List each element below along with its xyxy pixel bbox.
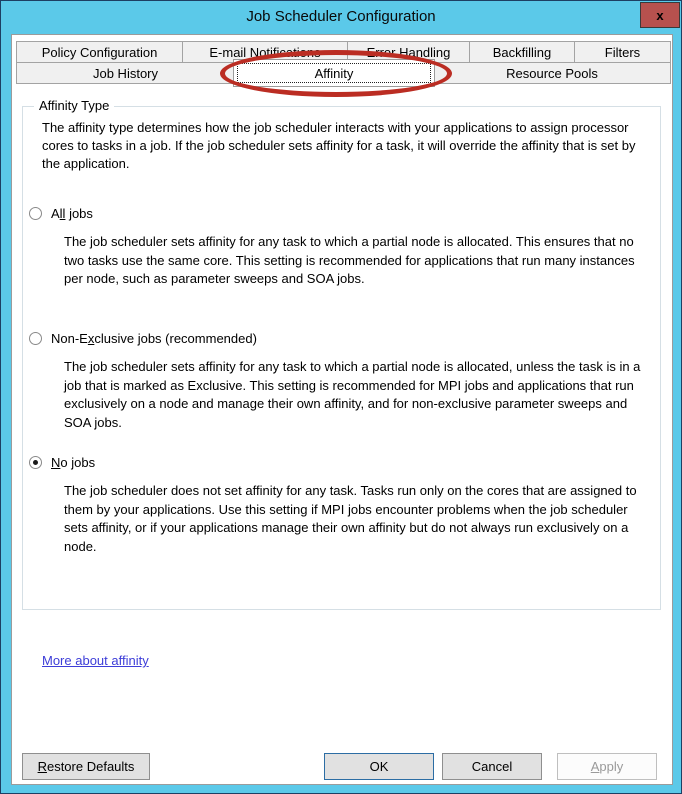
- apply-button[interactable]: [557, 753, 657, 780]
- tab-label: Backfilling: [492, 44, 552, 60]
- dialog-title: Job Scheduler Configuration: [246, 8, 436, 25]
- affinity-type-groupbox: [22, 98, 661, 610]
- tab-label: E-mail Notifications: [209, 44, 321, 60]
- radio-no-jobs[interactable]: [29, 455, 95, 470]
- more-about-affinity-link[interactable]: More about affinity: [42, 653, 149, 668]
- button-label: Apply: [590, 759, 624, 774]
- all-jobs-description: The job scheduler sets affinity for any task to which a partial node is allocated. This ensures that no two tasks use the same core. This setting is recommended for applications that run many instances per node, such as parameter sweeps and SOA jobs.: [64, 234, 635, 286]
- tab-affinity[interactable]: [233, 59, 435, 87]
- button-label: Restore Defaults: [37, 759, 135, 774]
- tab-label: Policy Configuration: [41, 44, 158, 60]
- tab-label: Job History: [92, 65, 159, 81]
- cancel-button[interactable]: [442, 753, 542, 780]
- affinity-intro-text: The affinity type determines how the job scheduler interacts with your applications to assign processor cores to tasks in a job. If the job scheduler sets affinity for a task, it will override the affinity that is set by the application.: [42, 120, 636, 171]
- button-label: OK: [369, 759, 389, 774]
- close-button[interactable]: [640, 2, 680, 28]
- non-exclusive-jobs-description: The job scheduler sets affinity for any task to which a partial node is allocated, unless the task is in a job that is marked as Exclusive. This setting is recommended for MPI jobs and applications that run exclusively on a node and manage their own affinity, and for non-exclusive parameter sweeps and SOA jobs.: [64, 359, 641, 430]
- restore-defaults-button[interactable]: [22, 753, 150, 780]
- dialog-client-area: [11, 34, 673, 785]
- radio-non-exclusive-jobs[interactable]: [29, 331, 257, 346]
- ok-button[interactable]: [324, 753, 434, 780]
- radio-label: Non-Exclusive jobs (recommended): [51, 331, 257, 346]
- close-icon: x: [656, 7, 664, 23]
- tab-label: Error Handling: [366, 44, 451, 60]
- groupbox-title: Affinity Type: [34, 98, 114, 113]
- radio-button-icon[interactable]: [29, 207, 42, 220]
- tab-filters[interactable]: [574, 41, 671, 63]
- button-label: Cancel: [471, 759, 513, 774]
- radio-all-jobs[interactable]: [29, 206, 93, 221]
- radio-button-icon[interactable]: [29, 332, 42, 345]
- tab-backfilling[interactable]: [469, 41, 575, 63]
- tab-resource-pools[interactable]: [433, 62, 671, 84]
- no-jobs-description: The job scheduler does not set affinity for any task. Tasks run only on the cores that are assigned to them by your applications. Use this setting if MPI jobs encounter problems when the job scheduler sets affinity, or if your applications manage their own affinity but do not always run exclusively on a node.: [64, 483, 637, 554]
- tab-policy-configuration[interactable]: [16, 41, 183, 63]
- radio-button-icon[interactable]: [29, 456, 42, 469]
- radio-label: All jobs: [51, 206, 93, 221]
- tab-label: Affinity: [314, 65, 354, 81]
- tab-job-history[interactable]: [16, 62, 235, 84]
- tab-label: Filters: [604, 44, 641, 60]
- tab-label: Resource Pools: [506, 65, 598, 81]
- radio-label: No jobs: [51, 455, 96, 470]
